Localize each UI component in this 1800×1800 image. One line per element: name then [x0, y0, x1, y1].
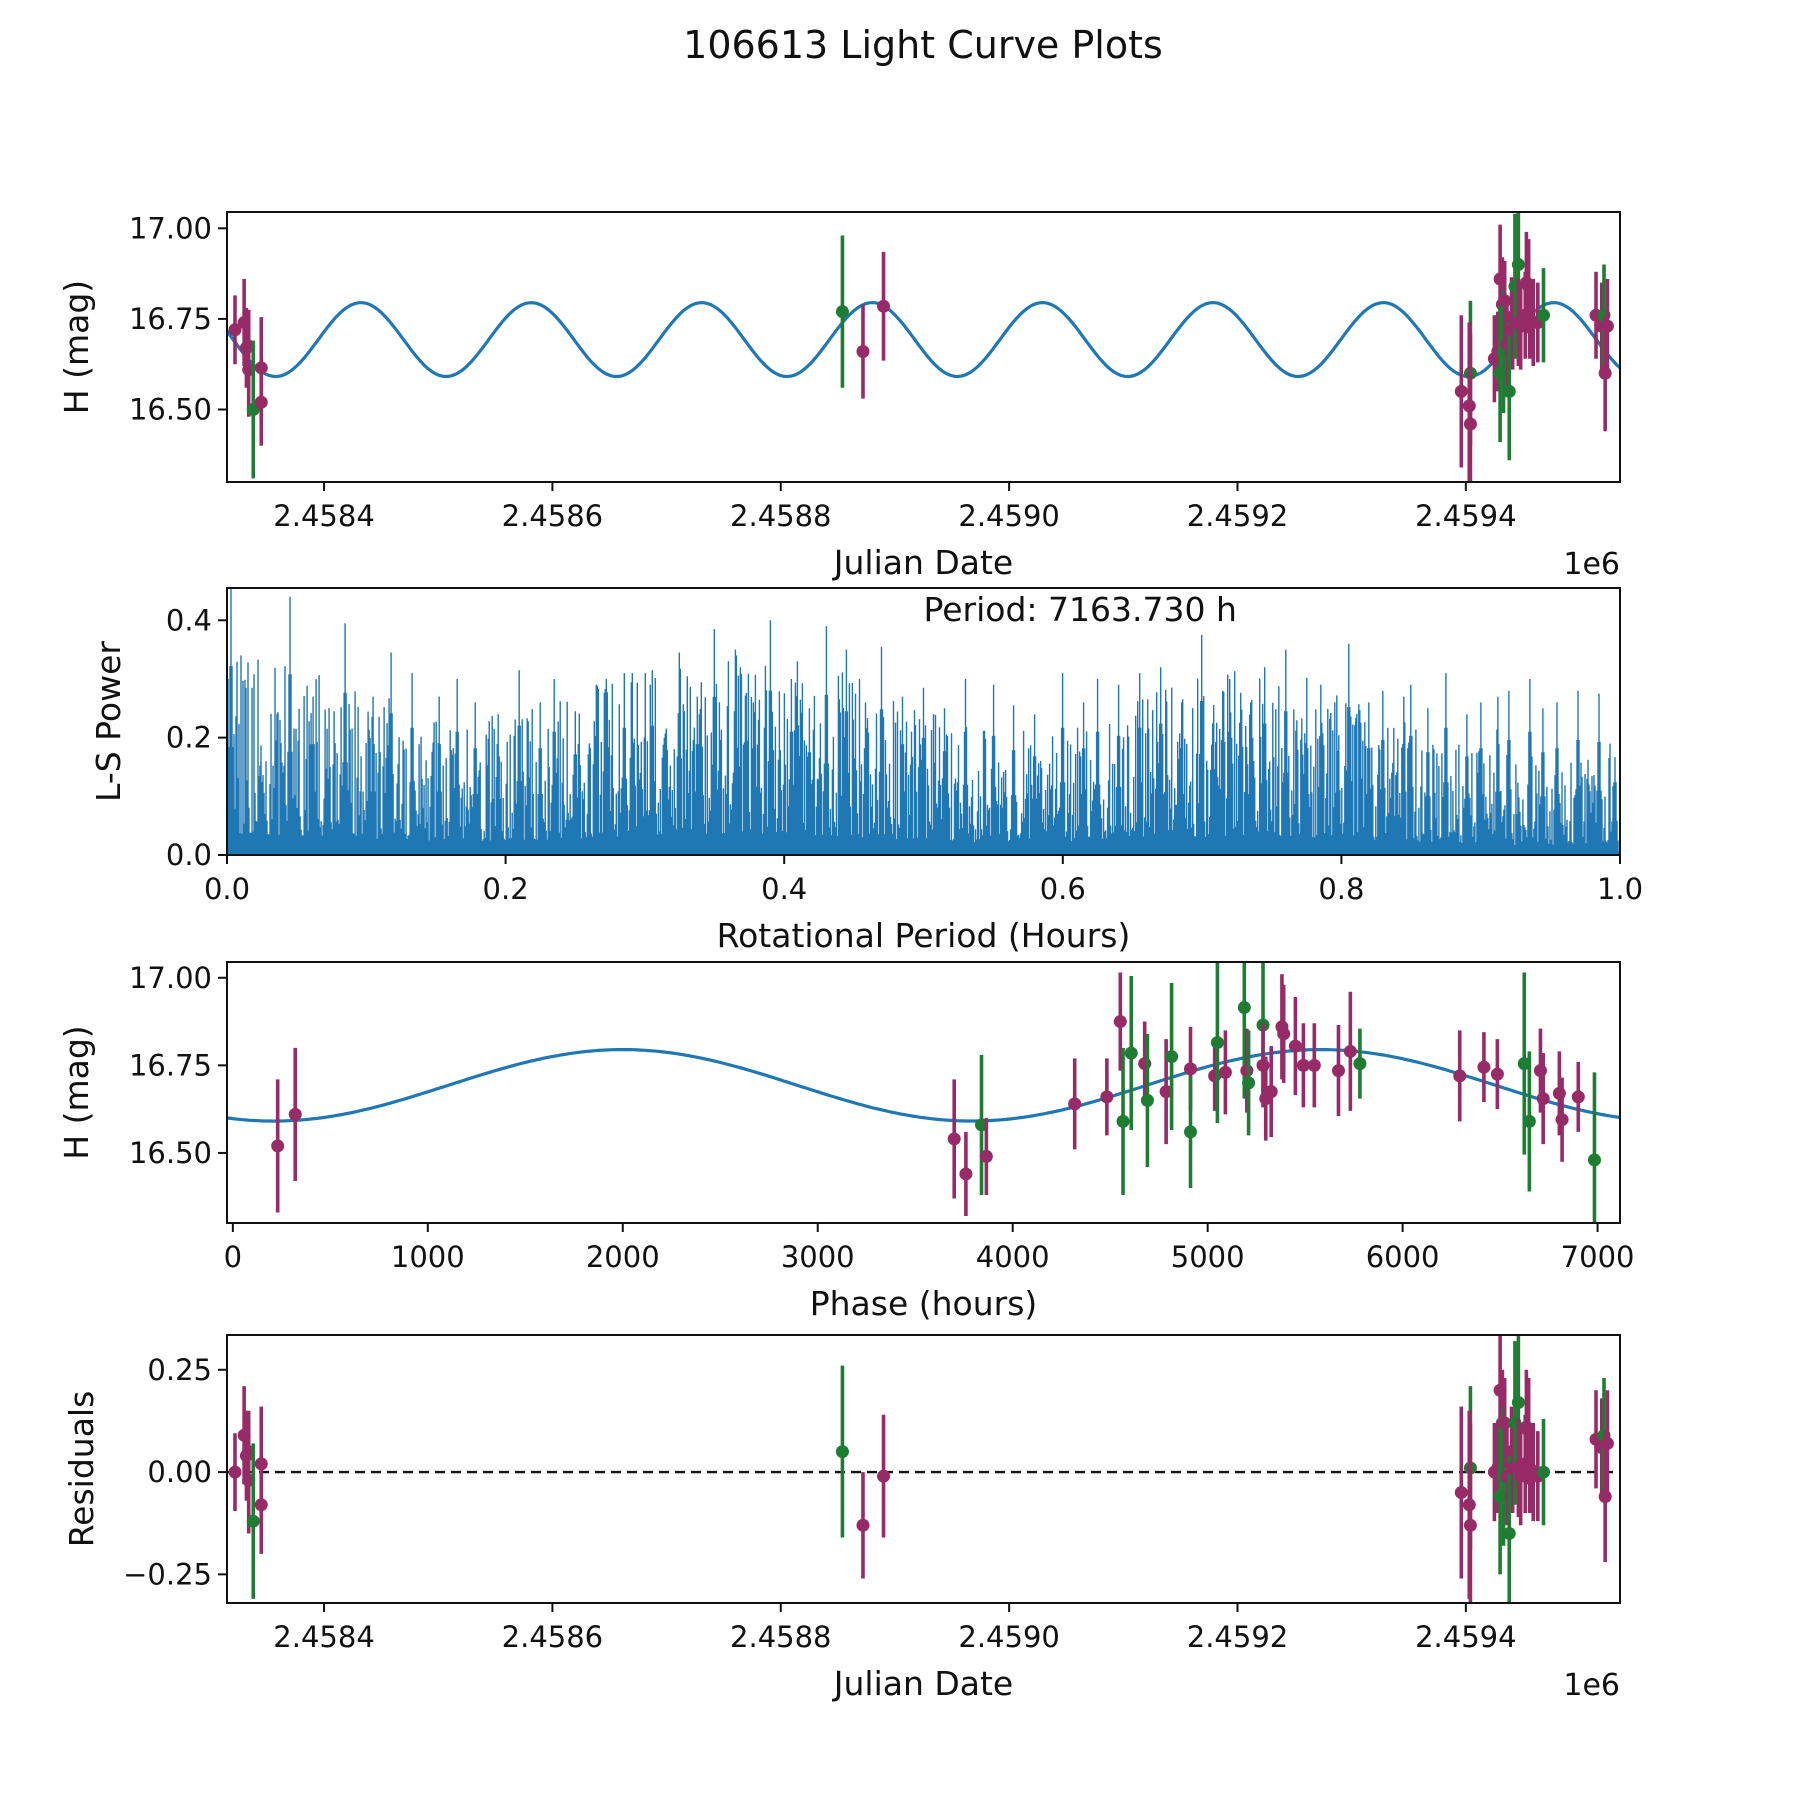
data-point [1257, 1059, 1270, 1072]
data-point [1599, 367, 1612, 380]
periodogram-ylabel: L-S Power [89, 641, 128, 802]
x-tick-label: 2.4586 [501, 1620, 604, 1654]
periodogram-xlabel: Rotational Period (Hours) [716, 916, 1131, 955]
data-point [1219, 1066, 1232, 1079]
data-point [1534, 1064, 1547, 1077]
data-point [1537, 1466, 1550, 1479]
data-point [1308, 1059, 1321, 1072]
data-point [1503, 1527, 1516, 1540]
x-tick-label: 2.4584 [273, 499, 375, 533]
data-point [1537, 309, 1550, 322]
data-point [856, 345, 869, 358]
phase-xlabel: Phase (hours) [809, 1284, 1038, 1323]
x-tick-label: 2.4594 [1415, 499, 1517, 533]
data-point [1512, 258, 1525, 271]
data-point [1491, 1068, 1504, 1081]
data-point [1242, 1076, 1255, 1089]
data-point [1289, 1040, 1302, 1053]
residuals-plot-area [227, 1317, 1620, 1628]
y-tick-label: 0.00 [147, 1455, 212, 1490]
data-point [1498, 294, 1511, 307]
x-tick-label: 0.8 [1318, 872, 1365, 906]
phase-ylabel: H (mag) [57, 1025, 96, 1160]
data-point [1601, 320, 1614, 333]
data-point [1537, 1092, 1550, 1105]
x-tick-label: 0.0 [203, 872, 251, 906]
data-point [1344, 1045, 1357, 1058]
data-point [1141, 1094, 1154, 1107]
data-point [228, 1466, 241, 1479]
data-point [289, 1108, 302, 1121]
data-point [980, 1150, 993, 1163]
axes-frame [227, 1335, 1620, 1603]
x-tick-label: 2.4584 [273, 1620, 375, 1654]
y-tick-label: 0.0 [165, 838, 212, 872]
data-point [877, 300, 890, 313]
x-tick-label: 0.4 [761, 872, 808, 906]
data-point [1277, 1027, 1290, 1040]
data-point [948, 1132, 961, 1145]
residuals-ylabel: Residuals [62, 1390, 101, 1548]
x-tick-label: 4000 [975, 1240, 1050, 1274]
axes-frame [227, 212, 1620, 482]
data-point [1068, 1097, 1081, 1110]
x-tick-label: 6000 [1365, 1240, 1440, 1274]
axes-frame [227, 962, 1620, 1223]
axis-offset-label: 1e6 [1563, 547, 1620, 582]
data-point [1353, 1057, 1366, 1070]
phase-plot-area [227, 916, 1620, 1247]
data-point [1464, 1519, 1477, 1532]
y-tick-label: 0.4 [165, 603, 212, 638]
data-point [271, 1139, 284, 1152]
x-tick-label: 2.4588 [730, 499, 832, 533]
x-tick-label: 0.6 [1039, 872, 1086, 906]
figure-title: 106613 Light Curve Plots [683, 23, 1163, 67]
data-point [877, 1470, 890, 1483]
x-tick-label: 2.4588 [730, 1620, 832, 1654]
data-point [255, 1498, 268, 1511]
data-point [1165, 1050, 1178, 1063]
data-point [1477, 1061, 1490, 1074]
data-point [1138, 1057, 1151, 1070]
data-point [1238, 1001, 1251, 1014]
x-tick-label: 2.4590 [958, 499, 1060, 533]
data-point [1265, 1085, 1278, 1098]
data-point [1100, 1090, 1113, 1103]
x-tick-label: 1.0 [1596, 872, 1644, 906]
data-point [1553, 1087, 1566, 1100]
data-point [1512, 1396, 1525, 1409]
model-curve [227, 1050, 1620, 1122]
chart-residuals [62, 1317, 1620, 1703]
x-tick-label: 0.2 [482, 872, 529, 906]
x-tick-label: 2.4590 [958, 1620, 1060, 1654]
data-point [836, 305, 849, 318]
y-tick-label: 16.50 [128, 392, 212, 427]
lightcurve-ylabel: H (mag) [57, 279, 96, 415]
data-point [1455, 385, 1468, 398]
data-point [1601, 1437, 1614, 1450]
data-point [1572, 1090, 1585, 1103]
x-tick-label: 2.4592 [1186, 499, 1289, 533]
data-point [1211, 1036, 1224, 1049]
chart-lightcurve [57, 188, 1620, 582]
data-point [1453, 1069, 1466, 1082]
lightcurve-plot-area [227, 188, 1620, 514]
x-tick-label: 0 [223, 1240, 243, 1274]
data-point [1523, 1115, 1536, 1128]
x-tick-label: 2.4594 [1415, 1620, 1517, 1654]
lightcurve-xlabel: Julian Date [833, 543, 1014, 582]
data-point [1464, 418, 1477, 431]
y-tick-label: −0.25 [123, 1557, 212, 1592]
data-point [1184, 1062, 1197, 1075]
residuals-xlabel: Julian Date [833, 1664, 1014, 1703]
data-point [1125, 1047, 1138, 1060]
x-tick-label: 1000 [390, 1240, 465, 1274]
x-tick-label: 2000 [585, 1240, 660, 1274]
data-point [1332, 1064, 1345, 1077]
data-point [1184, 1125, 1197, 1138]
y-tick-label: 16.50 [128, 1135, 212, 1170]
y-tick-label: 0.2 [165, 720, 212, 755]
axis-offset-label: 1e6 [1563, 1668, 1620, 1703]
data-point [1117, 1115, 1130, 1128]
chart-phase [57, 916, 1634, 1323]
y-tick-label: 0.25 [147, 1352, 212, 1387]
data-point [856, 1519, 869, 1532]
x-tick-label: 3000 [780, 1240, 855, 1274]
data-point [1556, 1113, 1569, 1126]
data-point [959, 1167, 972, 1180]
chart-periodogram [89, 585, 1643, 955]
x-tick-label: 7000 [1560, 1240, 1635, 1274]
data-point [1503, 385, 1516, 398]
data-point [836, 1445, 849, 1458]
y-tick-label: 17.00 [128, 211, 212, 246]
data-point [255, 396, 268, 409]
x-tick-label: 5000 [1170, 1240, 1245, 1274]
data-point [1455, 1486, 1468, 1499]
data-point [247, 1515, 260, 1528]
period-annotation: Period: 7163.730 h [923, 590, 1237, 629]
x-tick-label: 2.4592 [1186, 1620, 1289, 1654]
data-point [1114, 1015, 1127, 1028]
model-curve [227, 303, 1620, 377]
y-tick-label: 16.75 [128, 1048, 212, 1083]
y-tick-label: 16.75 [128, 301, 212, 336]
y-tick-label: 17.00 [128, 960, 212, 995]
x-tick-label: 2.4586 [501, 499, 604, 533]
data-point [1599, 1490, 1612, 1503]
data-point [1588, 1153, 1601, 1166]
